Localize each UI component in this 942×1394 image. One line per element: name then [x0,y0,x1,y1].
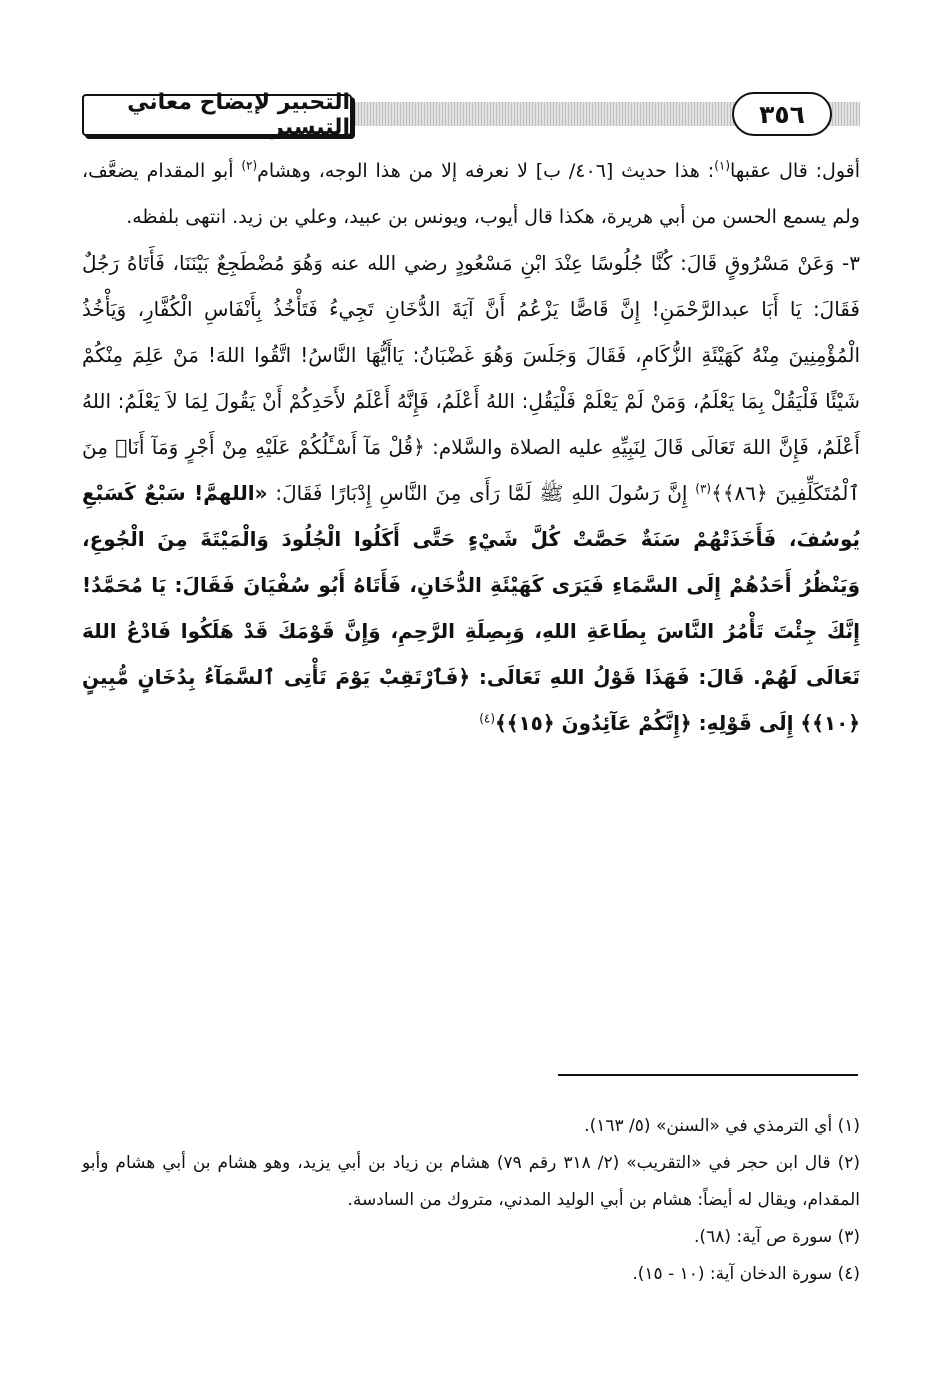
commentary-text-1: أقول: قال عقبها [730,160,860,182]
footnote-1: (١) أي الترمذي في «السنن» (٥/ ١٦٣). [584,1116,860,1136]
book-title: التحبير لإيضاح معاني التيسير [82,94,352,136]
footnote-4: (٤) سورة الدخان آية: (١٠ - ١٥). [632,1264,860,1284]
hadith-text-1: ٣- وَعَنْ مَسْرُوقٍ قَالَ: كُنَّا جُلُوسًا عِنْدَ ابْنِ مَسْعُودٍ رضي الله عنه وَهُوَ مُضْطَجِعٌ بَيْنَنَا، فَأَتَاهُ رَجُلٌ فَقَالَ: يَا أَبَا عبدالرَّحْمَنِ! إِنَّ قَاصًّا يَزْعُمُ أَنَّ آيَةَ الدُّخَانِ تَجِيءُ فَتَأْخُذُ بِأَنْفَاسِ الْكُفَّارِ، وَيَأْخُذُ الْمُؤْمِنِينَ مِنْهُ كَهَيْئَةِ الزُّكَامِ، فَقَالَ وَجَلَسَ وَهُوَ غَضْبَانُ: يَاأَيُّهَا النَّاسُ! اتَّقُوا اللهَ! مَنْ عَلِمَ مِنْكُمْ شَيْئًا فَلْيَقُلْ بِمَا يَعْلَمُ، وَمَنْ لَمْ يَعْلَمْ فَلْيَقُلِ: اللهُ أَعْلَمُ، فَإِنَّهُ أَعْلَمُ لأَحَدِكُمْ أَنْ يَقُولَ لِمَا لاَ يَعْلَمُ: اللهُ أَعْلَمُ، فَإِنَّ اللهَ تَعَالَى قَالَ لِنَبِيِّهِ عليه الصلاة والسَّلام: ﴿قُلْ مَآ أَسْـَٔلُكُمْ عَلَيْهِ مِنْ أَجْرٍ وَمَآ أَنَا۠ مِنَ ٱلْمُتَكَلِّفِينَ ﴿٨٦﴾﴾ [82,251,861,505]
footnote-ref-3[interactable]: (٣) [695,481,712,496]
footnote-ref-2[interactable]: (٢) [241,158,258,173]
page-header [82,92,860,144]
footnote-ref-4[interactable]: (٤) [479,711,496,726]
page-number: ٣٥٦ [732,92,832,136]
footnote-separator [558,1074,858,1076]
hadith-paragraph [82,240,860,746]
hadith-prophetic-text: «اللهمَّ! سَبْعٌ كَسَبْعِ يُوسُفَ، فَأَخَذَتْهُمْ سَنَةٌ حَصَّتْ كُلَّ شَيْءٍ حَتَّى أَكَلُوا الْجُلُودَ وَالْمَيْتَةَ مِنَ الْجُوعِ، وَيَنْظُرُ أَحَدُهُمْ إِلَى السَّمَاءِ فَيَرَى كَهَيْئَةِ الدُّخَانِ، فَأَتَاهُ أَبُو سُفْيَانَ فَقَالَ: يَا مُحَمَّدُ! إِنَّكَ جِئْتَ تَأْمُرُ النَّاسَ بِطَاعَةِ اللهِ، وَبِصِلَةِ الرَّحِمِ، وَإِنَّ قَوْمَكَ قَدْ هَلَكُوا فَادْعُ اللهَ تَعَالَى لَهُمْ. قَالَ: فَهَذَا قَوْلُ اللهِ تَعَالَى: ﴿فَٱرْتَقِبْ يَوْمَ تَأْتِى ٱلسَّمَآءُ بِدُخَانٍ مُّبِينٍ ﴿١٠﴾﴾ إِلَى قَوْلِهِ: ﴿إِنَّكُمْ عَآئِدُونَ ﴿١٥﴾﴾ [82,481,860,735]
main-text [82,148,860,746]
commentary-text-3: أبو المقدام يضعَّف، ولم يسمع الحسن من أبي هريرة، هكذا قال أيوب، ويونس بن عبيد، وعلي بن زيد. انتهى بلفظه. [82,160,860,228]
footnote-3: (٣) سورة ص آية: (٦٨). [694,1227,860,1247]
hadith-text-2: إِنَّ رَسُولَ اللهِ ﷺ لَمَّا رَأَى مِنَ النَّاسِ إِدْبَارًا فَقَالَ: [267,481,696,505]
commentary-paragraph [82,148,860,240]
commentary-text-2: : هذا حديث [٤٠٦/ ب] لا نعرفه إلا من هذا الوجه، وهشام [257,160,715,182]
footnote-2: (٢) قال ابن حجر في «التقريب» (٢/ ٣١٨ رقم ٧٩) هشام بن زياد بن أبي يزيد، وهو هشام بن أبي هشام وأبو المقدام، ويقال له أيضاً: هشام بن أبي الوليد المدني، متروك من السادسة. [82,1153,860,1210]
footnotes [82,1108,860,1293]
footnote-ref-1[interactable]: (١) [714,158,731,173]
